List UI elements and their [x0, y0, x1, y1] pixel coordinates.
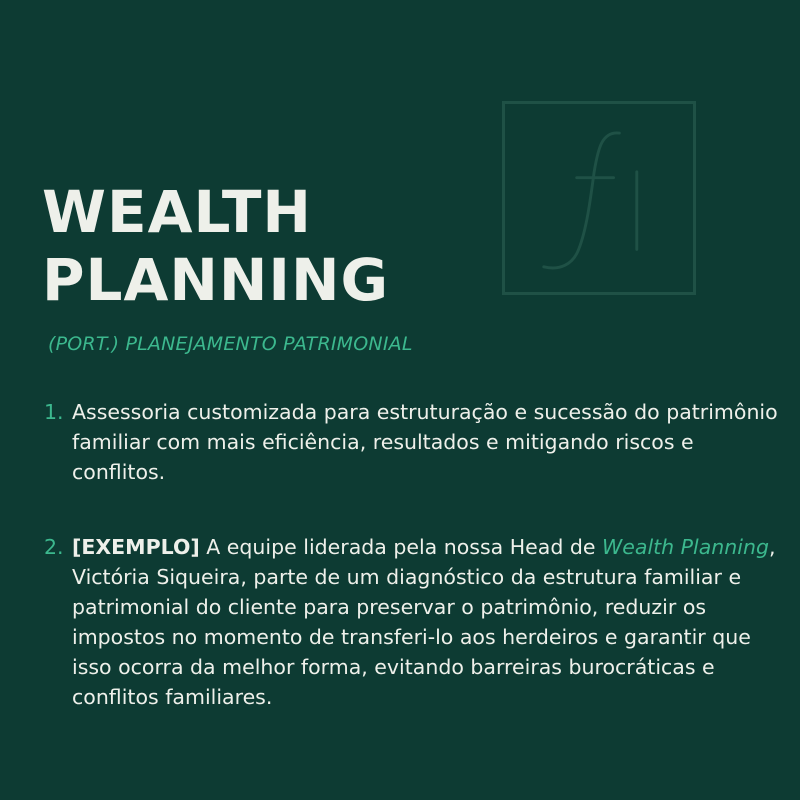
- example-tag: [EXEMPLO]: [72, 535, 200, 559]
- list-item-number: 1.: [44, 400, 64, 424]
- emphasis-text: Wealth Planning: [602, 535, 769, 559]
- title-line-1: WEALTH: [42, 178, 312, 246]
- list-item-text: Assessoria customizada para estruturação e sucessão do patrimônio familiar com mais eficiência, resultados e mitigando riscos e conflitos.: [72, 400, 778, 484]
- fi-logo-watermark: [502, 101, 696, 295]
- list-item-text-before: A equipe liderada pela nossa Head de: [199, 535, 602, 559]
- list-item-text-after: , Victória Siqueira, parte de um diagnóstico da estrutura familiar e patrimonial do cliente para preservar o patrimônio, reduzir os impostos no momento de transferi-lo aos herdeiros e garantir que isso ocorra da melhor forma, evitando barreiras burocráticas e conflitos familiares.: [72, 535, 776, 709]
- page-subtitle: (PORT.) PLANEJAMENTO PATRIMONIAL: [48, 333, 413, 355]
- list-item-body: [72, 532, 784, 712]
- list-item-2: [44, 532, 784, 712]
- list-item-number: 2.: [44, 535, 64, 559]
- title-line-2: PLANNING: [42, 246, 390, 314]
- page-title: [42, 178, 389, 314]
- list-item-1: [44, 397, 784, 487]
- fi-monogram-icon: [505, 104, 693, 292]
